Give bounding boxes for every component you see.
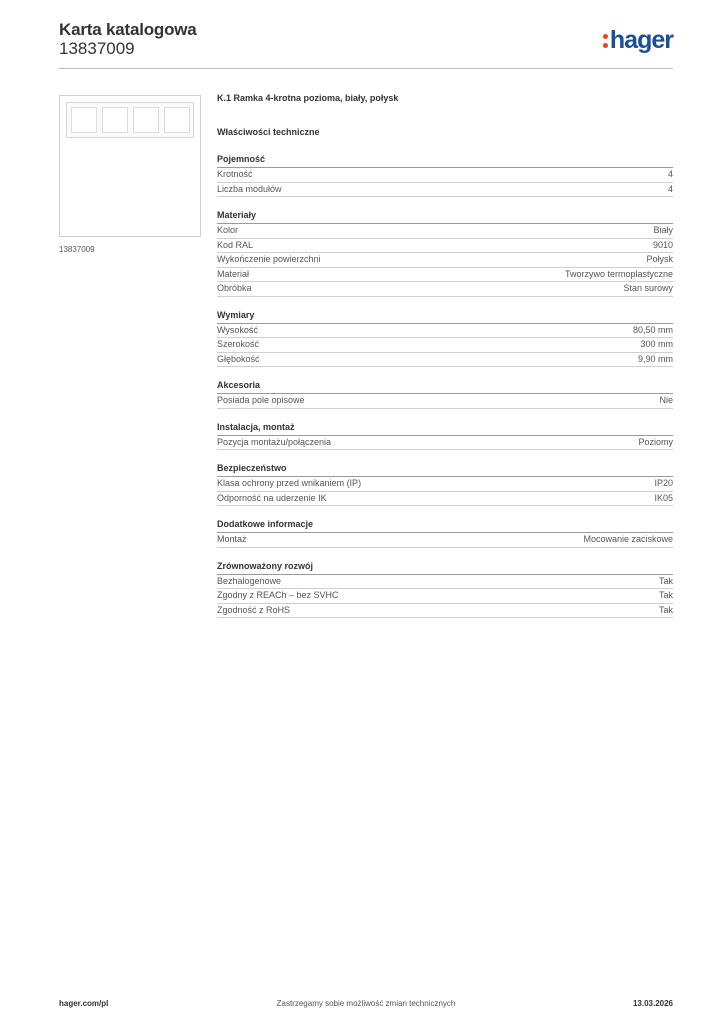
- property-label: Montaż: [217, 534, 247, 544]
- property-row: [217, 324, 673, 339]
- property-value: Mocowanie zaciskowe: [583, 534, 673, 544]
- property-row: [217, 183, 673, 198]
- document-number: 13837009: [59, 39, 135, 58]
- product-details: [217, 93, 673, 618]
- property-label: Kod RAL: [217, 239, 254, 250]
- property-row: [217, 436, 673, 451]
- property-value: Stan surowy: [623, 283, 673, 293]
- property-row: [217, 589, 673, 604]
- header-divider: [59, 68, 673, 69]
- section-heading: Pojemność: [217, 153, 673, 168]
- property-row: [217, 394, 673, 409]
- property-value: Biały: [653, 225, 673, 235]
- property-label: Zgodność z RoHS: [217, 604, 291, 615]
- section-heading: Akcesoria: [217, 379, 673, 394]
- section-heading: Instalacja, montaż: [217, 421, 673, 436]
- property-row: [217, 477, 673, 492]
- property-row: [217, 224, 673, 239]
- property-row: [217, 575, 673, 590]
- property-section: [217, 309, 673, 368]
- property-value: Tak: [658, 604, 673, 615]
- property-row: [217, 282, 673, 297]
- image-caption: 13837009: [59, 245, 95, 254]
- property-label: Obróbka: [217, 283, 252, 293]
- footer-website-link[interactable]: hager.com/pl: [59, 999, 109, 1008]
- section-heading: Wymiary: [217, 309, 673, 324]
- property-row: [217, 338, 673, 353]
- property-value: Nie: [659, 395, 673, 405]
- property-value: Tak: [658, 575, 673, 586]
- property-label: Wykończenie powierzchni: [217, 254, 321, 264]
- property-row: [217, 353, 673, 368]
- properties-sections: [217, 153, 673, 618]
- property-label: Krotność: [217, 169, 253, 179]
- property-label: Liczba modułów: [217, 183, 282, 194]
- property-section: [217, 209, 673, 297]
- hager-logo: [603, 26, 673, 55]
- document-title: Karta katalogowa: [59, 20, 197, 39]
- frame-illustration-icon: [66, 102, 194, 138]
- footer-disclaimer: Zastrzegamy sobie możliwość zmian technicznych: [276, 999, 456, 1008]
- section-heading: Zrównoważony rozwój: [217, 560, 673, 575]
- property-label: Pozycja montażu/połączenia: [217, 436, 332, 447]
- property-value: Połysk: [646, 254, 673, 264]
- property-label: Wysokość: [217, 324, 258, 335]
- property-label: Zgodny z REACh – bez SVHC: [217, 590, 339, 600]
- section-heading: Materiały: [217, 209, 673, 224]
- property-section: [217, 379, 673, 409]
- property-value: Tak: [658, 590, 673, 600]
- property-value: 9,90 mm: [637, 353, 673, 364]
- property-row: [217, 533, 673, 548]
- property-section: [217, 153, 673, 197]
- property-row: [217, 492, 673, 507]
- property-section: [217, 462, 673, 506]
- tech-properties-heading: Właściwości techniczne: [217, 127, 320, 137]
- frame-slot: [102, 107, 128, 133]
- frame-slot: [164, 107, 190, 133]
- property-section: [217, 518, 673, 548]
- property-label: Kolor: [217, 225, 239, 235]
- property-label: Odporność na uderzenie IK: [217, 492, 327, 503]
- property-label: Bezhalogenowe: [217, 575, 282, 586]
- property-row: [217, 239, 673, 254]
- property-value: IP20: [654, 478, 673, 488]
- property-value: Poziomy: [638, 436, 673, 447]
- frame-slot: [133, 107, 159, 133]
- logo-dots-icon: [603, 31, 608, 49]
- product-image: [59, 95, 201, 237]
- property-value: 4: [667, 183, 673, 194]
- property-section: [217, 560, 673, 619]
- logo-text: hager: [609, 26, 673, 54]
- property-label: Klasa ochrony przed wnikaniem (IP): [217, 478, 362, 488]
- property-value: 80,50 mm: [632, 324, 673, 335]
- section-heading: Dodatkowe informacje: [217, 518, 673, 533]
- property-row: [217, 168, 673, 183]
- property-value: 4: [667, 169, 673, 179]
- page-header: [59, 20, 673, 68]
- property-section: [217, 421, 673, 451]
- property-value: IK05: [654, 492, 673, 503]
- property-row: [217, 604, 673, 619]
- footer-date: 13.03.2026: [632, 999, 673, 1008]
- property-label: Szerokość: [217, 339, 260, 349]
- property-label: Posiada pole opisowe: [217, 395, 305, 405]
- property-value: 9010: [652, 239, 673, 250]
- property-label: Materiał: [217, 268, 250, 279]
- property-value: Tworzywo termoplastyczne: [564, 268, 673, 279]
- product-title: K.1 Ramka 4-krotna pozioma, biały, połysk: [217, 93, 399, 103]
- property-label: Głębokość: [217, 353, 260, 364]
- frame-slot: [71, 107, 97, 133]
- property-value: 300 mm: [640, 339, 673, 349]
- property-row: [217, 268, 673, 283]
- property-row: [217, 253, 673, 268]
- section-heading: Bezpieczeństwo: [217, 462, 673, 477]
